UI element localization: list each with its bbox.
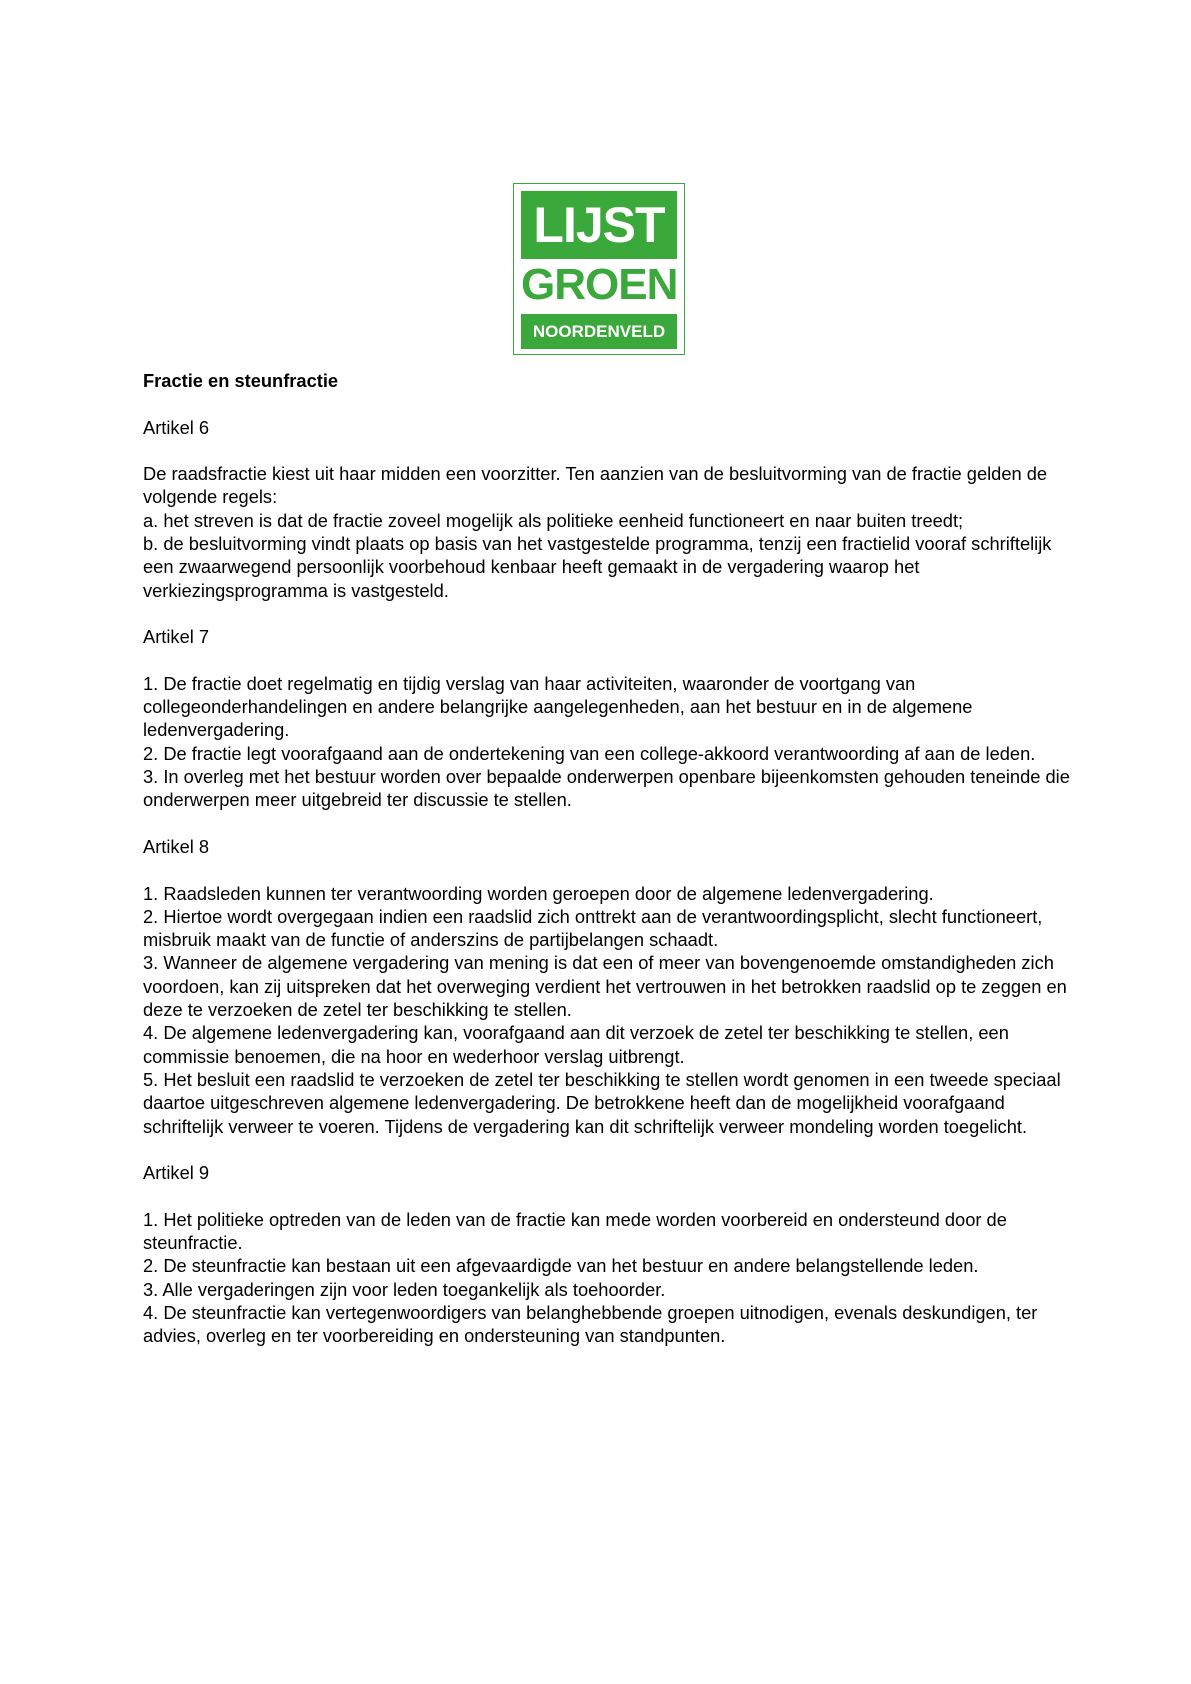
article-6-rule-b: b. de besluitvorming vindt plaats op basis van het vastgestelde programma, tenzij een fractielid vooraf schriftelijk een zwaarwegend persoonlijk voorbehoud kenbaar heeft gemaakt in de vergadering waarop het verkiezingsprogramma is vastgesteld. xyxy=(143,533,1052,601)
article-9-item: 1. Het politieke optreden van de leden van de fractie kan mede worden voorbereid en ondersteund door de steunfractie. xyxy=(143,1208,1007,1253)
article-8-item: 2. Hiertoe wordt overgegaan indien een raadslid zich onttrekt aan de verantwoordingsplicht, slecht functioneert, misbruik maakt van de functie of anderszins de partijbelangen schaadt. xyxy=(143,905,1043,951)
article-7-item: 2. De fractie legt voorafgaand aan de ondertekening van een college-akkoord verantwoording af aan de leden. xyxy=(143,742,1036,764)
article-7-title: Artikel 7 xyxy=(143,626,210,648)
document-body xyxy=(143,369,1083,1347)
article-6-title: Artikel 6 xyxy=(143,416,210,438)
logo-noordenveld: NOORDENVELD xyxy=(521,314,677,349)
article-9-item: 3. Alle vergaderingen zijn voor leden toegankelijk als toehoorder. xyxy=(143,1278,666,1300)
article-9-item: 2. De steunfractie kan bestaan uit een afgevaardigde van het bestuur en andere belangstellende leden. xyxy=(143,1255,979,1277)
article-9-title: Artikel 9 xyxy=(143,1162,210,1184)
article-6-rule-a: a. het streven is dat de fractie zoveel mogelijk als politieke eenheid functioneert en naar buiten treedt; xyxy=(143,509,964,531)
logo-groen: GROEN xyxy=(521,260,678,309)
article-8-item: 4. De algemene ledenvergadering kan, voorafgaand aan dit verzoek de zetel ter beschikking te stellen, een commissie benoemen, die na hoor en wederhoor verslag uitbrengt. xyxy=(143,1022,1009,1067)
article-8-item: 1. Raadsleden kunnen ter verantwoording worden geroepen door de algemene ledenvergadering. xyxy=(143,882,934,904)
article-7-item: 3. In overleg met het bestuur worden over bepaalde onderwerpen openbare bijeenkomsten gehouden teneinde die onderwerpen meer uitgebreid ter discussie te stellen. xyxy=(143,766,1070,811)
article-8-item: 5. Het besluit een raadslid te verzoeken de zetel ter beschikking te stellen wordt genomen in een tweede speciaal daartoe uitgeschreven algemene ledenvergadering. De betrokkene heeft dan de mogelijkheid voorafgaand schriftelijk verweer te voeren. Tijdens de vergadering kan dit schriftelijk verweer mondeling worden toegelicht. xyxy=(143,1068,1061,1137)
document-heading: Fractie en steunfractie xyxy=(143,370,339,391)
article-7-item: 1. De fractie doet regelmatig en tijdig verslag van haar activiteiten, waaronder de voortgang van collegeonderhandelingen en andere belangrijke aangelegenheden, aan het bestuur en in de algemene ledenvergadering. xyxy=(143,672,973,741)
logo-lijst: LIJST xyxy=(521,191,677,259)
article-9-item: 4. De steunfractie kan vertegenwoordigers van belanghebbende groepen uitnodigen, evenals deskundigen, ter advies, overleg en ter voorbereiding en ondersteuning van standpunten. xyxy=(143,1301,1038,1347)
article-6-intro: De raadsfractie kiest uit haar midden een voorzitter. Ten aanzien van de besluitvorming van de fractie gelden de volgende regels: xyxy=(143,463,1048,508)
party-logo xyxy=(513,183,685,355)
article-8-item: 3. Wanneer de algemene vergadering van mening is dat een of meer van bovengenoemde omstandigheden zich voordoen, kan zij uitspreken dat het overweging verdient het vertrouwen in het betrokken raadslid op te zeggen en deze te verzoeken de zetel ter beschikking te stellen. xyxy=(143,952,1067,1021)
article-8-title: Artikel 8 xyxy=(143,835,210,857)
